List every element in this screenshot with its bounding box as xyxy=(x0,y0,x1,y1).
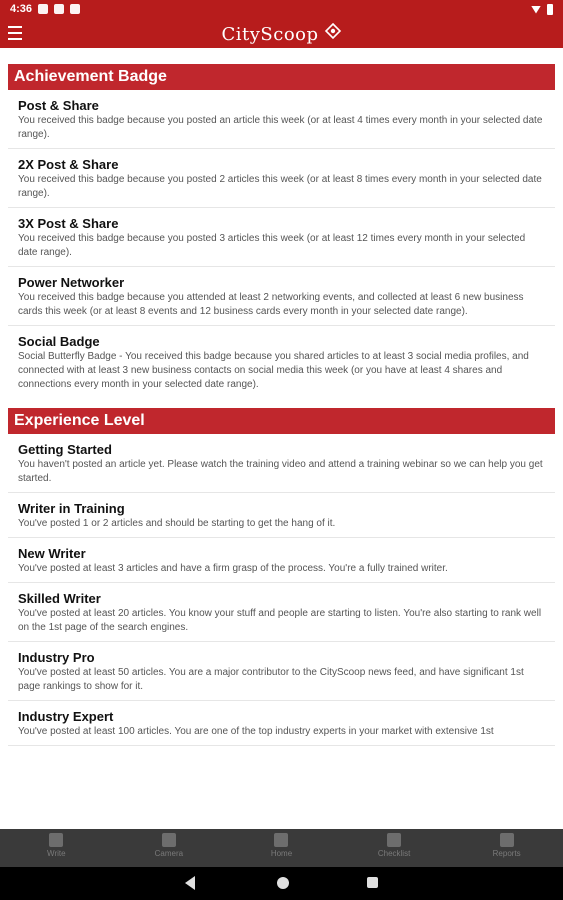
item-title: Industry Pro xyxy=(18,650,95,665)
recent-apps-icon[interactable] xyxy=(367,877,378,888)
item-title: Getting Started xyxy=(18,442,112,457)
list-item xyxy=(8,90,555,149)
bottom-navigation xyxy=(0,829,563,867)
item-title: Writer in Training xyxy=(18,501,125,516)
status-bar xyxy=(0,0,563,20)
item-title: Power Networker xyxy=(18,275,125,290)
item-title: Post & Share xyxy=(18,98,99,113)
item-title: 2X Post & Share xyxy=(18,157,119,172)
home-icon xyxy=(274,833,288,847)
nav-reports-button[interactable] xyxy=(450,829,563,867)
app-logo xyxy=(0,22,563,45)
section-header-experience: Experience Level xyxy=(8,408,555,434)
item-title: Skilled Writer xyxy=(18,591,101,606)
item-description: You received this badge because you posted an article this week (or at least 4 times every month in your selected date range). xyxy=(18,115,543,140)
system-navigation-bar xyxy=(0,867,563,900)
item-description: You received this badge because you posted 2 articles this week (or at least 8 times every month in your selected date range). xyxy=(18,174,542,199)
item-description: You've posted 1 or 2 articles and should be starting to get the hang of it. xyxy=(18,518,336,529)
list-item xyxy=(8,267,555,326)
nav-label: Write xyxy=(47,849,66,858)
nav-label: Camera xyxy=(154,849,184,858)
item-description: You received this badge because you posted 3 articles this week (or at least 12 times every month in your selected date range). xyxy=(18,233,526,258)
section-header-achievement: Achievement Badge xyxy=(8,64,555,90)
nav-label: Checklist xyxy=(377,849,411,858)
list-item xyxy=(8,493,555,538)
item-title: Industry Expert xyxy=(18,709,114,724)
item-title: 3X Post & Share xyxy=(18,216,119,231)
notification-icons xyxy=(38,4,80,14)
wifi-icon xyxy=(531,6,541,14)
item-description: You've posted at least 3 articles and have a firm grasp of the process. You're a fully trained writer. xyxy=(18,563,448,574)
list-item xyxy=(8,149,555,208)
notification-icon xyxy=(54,4,64,14)
clipboard-icon xyxy=(387,833,401,847)
app-bar xyxy=(0,20,563,48)
list-item xyxy=(8,642,555,701)
logo-mark-icon xyxy=(324,23,342,46)
item-description: You've posted at least 50 articles. You are a major contributor to the CityScoop news feed, and have significant 1st page rankings to show for it. xyxy=(18,667,524,692)
item-title: New Writer xyxy=(18,546,86,561)
status-time: 4:36 xyxy=(10,3,33,15)
list-item xyxy=(8,538,555,583)
settings-icon xyxy=(38,4,48,14)
item-description: You've posted at least 100 articles. You are one of the top industry experts in your market with extensive 1st xyxy=(18,726,494,737)
item-title: Social Badge xyxy=(18,334,100,349)
system-status-icons xyxy=(531,4,553,15)
list-item xyxy=(8,434,555,493)
item-description: Social Butterfly Badge - You received this badge because you shared articles to at least 3 social media profiles, and connected with at least 3 new business contacts on social media this week (or you have at least 4 shares and connections every month in your selected date range). xyxy=(18,351,529,390)
item-description: You've posted at least 20 articles. You know your stuff and people are starting to listen. You're also starting to rank well on the 1st page of the search engines. xyxy=(18,608,542,633)
camera-icon xyxy=(162,833,176,847)
nav-home-button[interactable] xyxy=(225,829,338,867)
home-circle-icon[interactable] xyxy=(277,877,289,889)
bar-chart-icon xyxy=(500,833,514,847)
list-item xyxy=(8,701,555,746)
logo-text: CityScoop xyxy=(221,24,319,45)
list-item xyxy=(8,583,555,642)
nav-label: Home xyxy=(270,849,293,858)
sd-card-icon xyxy=(70,4,80,14)
section-gap xyxy=(8,398,555,408)
item-description: You haven't posted an article yet. Please watch the training video and attend a training webinar so we can help you get started. xyxy=(18,459,543,484)
nav-camera-button[interactable] xyxy=(113,829,226,867)
back-icon[interactable] xyxy=(185,876,195,890)
battery-icon xyxy=(547,4,553,15)
pencil-icon xyxy=(49,833,63,847)
item-description: You received this badge because you attended at least 2 networking events, and collected at least 6 new business cards this week (or at least 8 events and 12 business cards every month in your selected date range). xyxy=(18,292,524,317)
badge-list xyxy=(8,64,555,746)
nav-label: Reports xyxy=(492,849,521,858)
list-item xyxy=(8,326,555,398)
nav-checklist-button[interactable] xyxy=(338,829,451,867)
nav-write-button[interactable] xyxy=(0,829,113,867)
list-item xyxy=(8,208,555,267)
